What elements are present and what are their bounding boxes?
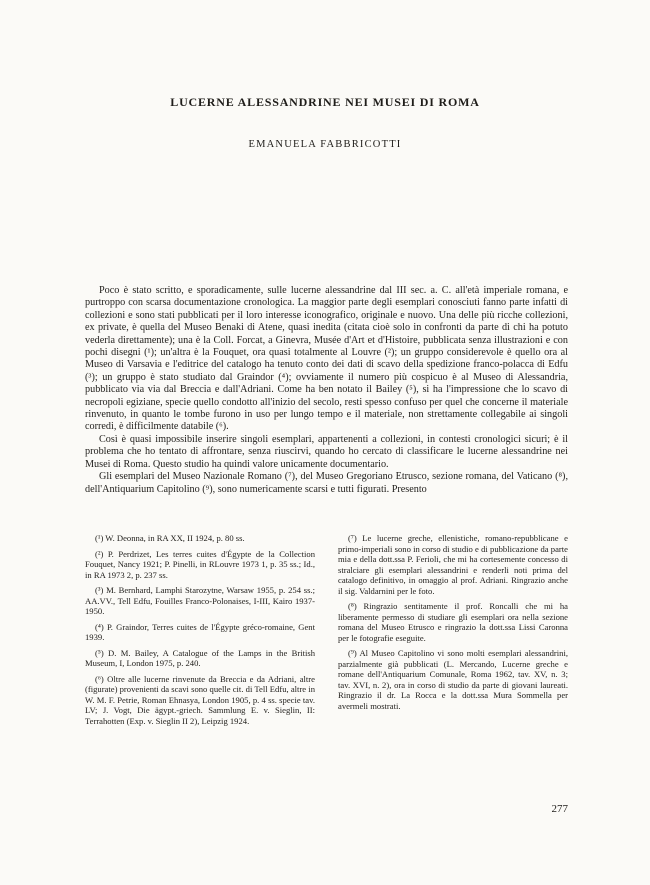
- paragraph: Così è quasi impossibile inserire singoli esemplari, appartenenti a collezioni, in contesti cronologici sicuri; è il problema che ho tentato di affrontare, senza riuscirvi, quando ho cercato di classificare le lucerne alessandrine nei Musei di Roma. Questo studio ha quindi valore unicamente documentario.: [85, 433, 568, 470]
- footnote: (⁷) Le lucerne greche, ellenistiche, romano-repubblicane e primo-imperiali sono in corso di studio e di pubblicazione da parte mia e della dott.ssa P. Ferioli, che mi ha cortesemente concesso di stralciare gli esemplari alessandrini e renderli noti prima del catalogo definitivo, in omaggio al prof. Adriani. Ringrazio anche il sig. Valdarnini per le foto.: [338, 533, 568, 596]
- footnote: (⁸) Ringrazio sentitamente il prof. Roncalli che mi ha liberamente permesso di studiare gli esemplari ora nella sezione romana del Museo Etrusco e ringrazio la dott.ssa Lissi Caronna per le fotografie eseguite.: [338, 601, 568, 643]
- paragraph: Poco è stato scritto, e sporadicamente, sulle lucerne alessandrine dal III sec. a. C. all'età imperiale romana, e purtroppo con scarsa documentazione cronologica. La maggior parte degli esemplari conosciuti fanno parte infatti di collezioni e sono stati pubblicati per il loro interesse iconografico, originale e nuovo. Una delle più ricche collezioni, ex private, è quella del Museo Benaki di Atene, quasi inedita (citata cioè solo in confronti da parte di chi ha potuto vederla direttamente); una è la Coll. Forcat, a Ginevra, Musée d'Art et d'Histoire, pubblicata senza illustrazioni e con pochi disegni (¹); un'altra è la Fouquet, ora quasi totalmente al Louvre (²); un gruppo considerevole è quello ora al Museo di Varsavia e l'editrice del catalogo ha tenuto conto dei dati di scavo della spedizione franco-polacca di Edfu (³); un gruppo è stato studiato dal Graindor (⁴); ovviamente il numero più cospicuo è al Museo di Alessandria, pubblicato via via dal Breccia e dall'Adriani. Come ha ben notato il Bailey (⁵), si ha l'impressione che lo scavo di necropoli egiziane, specie quello condotto all'inizio del secolo, resti spesso confuso per quel che concerne il materiale rinvenuto, in quanto le tombe furono in uso per lungo tempo e il materiale, non strettamente collegabile ai singoli corredi, è difficilmente databile (⁶).: [85, 285, 568, 433]
- footnote: (⁶) Oltre alle lucerne rinvenute da Breccia e da Adriani, altre (figurate) provenienti da scavi sono quelle cit. di Tell Edfu, altre in W. M. F. Petrie, Roman Ehnasya, London 1905, p. 4 ss. specie tav. LV; J. Vogt, Die ägypt.-griech. Sammlung E. v. Sieglin, II: Terrahotten (Exp. v. Sieglin II 2), Leipzig 1924.: [85, 673, 315, 726]
- footnote: (¹) W. Deonna, in RA XX, II 1924, p. 80 ss.: [95, 533, 245, 543]
- footnotes: [85, 533, 568, 731]
- article-title: LUCERNE ALESSANDRINE NEI MUSEI DI ROMA: [170, 95, 480, 109]
- main-text: [85, 285, 568, 496]
- footnotes-right-column: [338, 533, 568, 731]
- paragraph: Gli esemplari del Museo Nazionale Romano (⁷), del Museo Gregoriano Etrusco, sezione romana, del Vaticano (⁸), dell'Antiquarium Capitolino (⁹), sono numericamente scarsi e tutti figurati. Presento: [85, 471, 568, 495]
- footnote: (³) M. Bernhard, Lamphi Starozytne, Warsaw 1955, p. 254 ss.; AA.VV., Tell Edfu, Fouilles Franco-Polonaises, I-III, Kairo 1937-1950.: [85, 585, 315, 616]
- footnotes-left-column: [85, 533, 315, 731]
- page-number: 277: [551, 803, 568, 815]
- footnote: (⁹) Al Museo Capitolino vi sono molti esemplari alessandrini, parzialmente già pubblicati (L. Mercando, Lucerne greche e romane dell'Antiquarium Comunale, Roma 1962, tav. XV, n. 3; tav. XVI, n. 2), ora in corso di studio da parte di giovani laureati. Ringrazio il dr. La Rocca e la dott.ssa Mura Sommella per avermeli mostrati.: [338, 648, 568, 711]
- footnote: (⁵) D. M. Bailey, A Catalogue of the Lamps in the British Museum, I, London 1975, p. 240.: [85, 647, 315, 668]
- footnote: (²) P. Perdrizet, Les terres cuites d'Égypte de la Collection Fouquet, Nancy 1921; P. Pinelli, in RLouvre 1973 1, p. 35 ss.; Id., in RA 1973 2, p. 237 ss.: [85, 548, 315, 580]
- author-name: EMANUELA FABBRICOTTI: [248, 139, 402, 150]
- footnote: (⁴) P. Graindor, Terres cuites de l'Égypte gréco-romaine, Gent 1939.: [85, 621, 315, 642]
